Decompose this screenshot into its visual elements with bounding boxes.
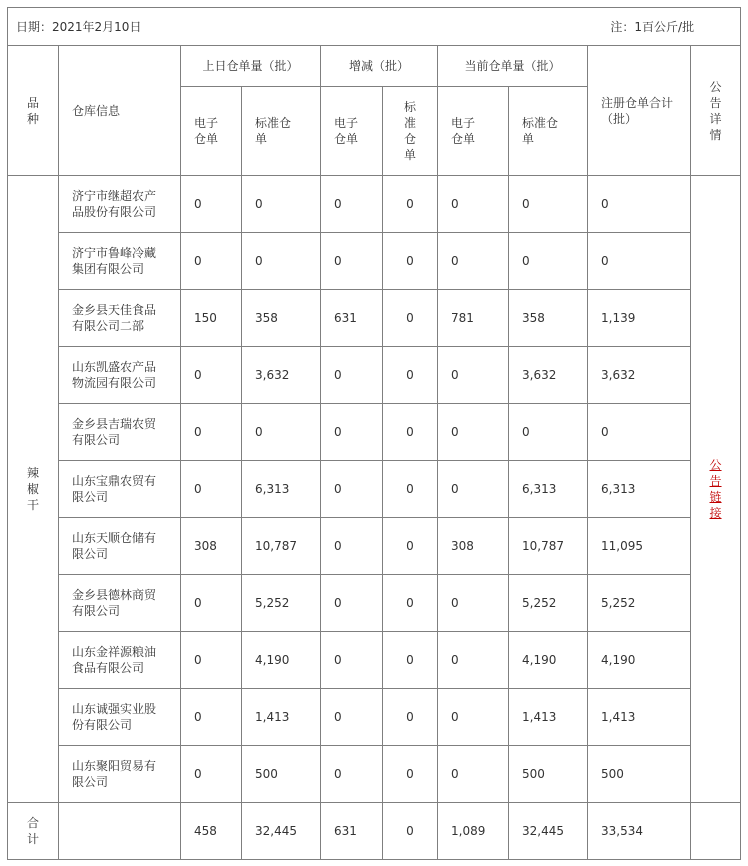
- current-electronic-cell: 0: [438, 233, 509, 290]
- change-electronic-cell: 0: [321, 176, 383, 233]
- warehouse-name-cell: 山东诚强实业股份有限公司: [59, 689, 181, 746]
- header-current-electronic: 电子仓单: [438, 87, 509, 176]
- change-electronic-cell: 0: [321, 746, 383, 803]
- registered-total-cell: 0: [588, 233, 691, 290]
- table-row: [8, 233, 741, 290]
- report-date: 日期：2021年2月10日: [16, 19, 142, 34]
- prev-electronic-cell: 0: [181, 575, 242, 632]
- total-change-electronic-cell: 631: [321, 803, 383, 860]
- table-row: [8, 689, 741, 746]
- change-standard-cell: 0: [383, 575, 438, 632]
- change-electronic-cell: 0: [321, 575, 383, 632]
- prev-electronic-cell: 0: [181, 233, 242, 290]
- info-cell: [8, 8, 741, 46]
- prev-electronic-cell: 0: [181, 461, 242, 518]
- current-standard-cell: 1,413: [509, 689, 588, 746]
- table-row: [8, 461, 741, 518]
- change-electronic-cell: 0: [321, 404, 383, 461]
- current-standard-cell: 500: [509, 746, 588, 803]
- current-electronic-cell: 0: [438, 461, 509, 518]
- change-electronic-cell: 0: [321, 461, 383, 518]
- table-row: [8, 575, 741, 632]
- registered-total-cell: 3,632: [588, 347, 691, 404]
- table-row: [8, 290, 741, 347]
- registered-total-cell: 11,095: [588, 518, 691, 575]
- prev-standard-cell: 358: [242, 290, 321, 347]
- total-current-electronic-cell: 1,089: [438, 803, 509, 860]
- prev-electronic-cell: 0: [181, 689, 242, 746]
- prev-standard-cell: 500: [242, 746, 321, 803]
- current-standard-cell: 0: [509, 176, 588, 233]
- change-standard-cell: 0: [383, 689, 438, 746]
- prev-electronic-cell: 0: [181, 404, 242, 461]
- table-row: [8, 404, 741, 461]
- change-standard-cell: 0: [383, 404, 438, 461]
- change-standard-cell: 0: [383, 518, 438, 575]
- total-label-cell: 合计: [8, 803, 59, 860]
- warehouse-name-cell: 山东聚阳贸易有限公司: [59, 746, 181, 803]
- prev-standard-cell: 1,413: [242, 689, 321, 746]
- header-warehouse: 仓库信息: [59, 46, 181, 176]
- change-standard-cell: 0: [383, 347, 438, 404]
- prev-standard-cell: 4,190: [242, 632, 321, 689]
- prev-standard-cell: 3,632: [242, 347, 321, 404]
- current-electronic-cell: 781: [438, 290, 509, 347]
- total-change-standard-cell: 0: [383, 803, 438, 860]
- total-registered-total-cell: 33,534: [588, 803, 691, 860]
- change-standard-cell: 0: [383, 461, 438, 518]
- prev-electronic-cell: 0: [181, 347, 242, 404]
- warehouse-receipt-table: [7, 7, 741, 860]
- prev-standard-cell: 5,252: [242, 575, 321, 632]
- header-registered-total: 注册仓单合计（批）: [588, 46, 691, 176]
- registered-total-cell: 1,139: [588, 290, 691, 347]
- table-row: [8, 632, 741, 689]
- unit-note: 注：1百公斤/批: [610, 19, 695, 34]
- current-standard-cell: 3,632: [509, 347, 588, 404]
- change-standard-cell: 0: [383, 632, 438, 689]
- registered-total-cell: 0: [588, 176, 691, 233]
- current-electronic-cell: 0: [438, 575, 509, 632]
- total-prev-electronic-cell: 458: [181, 803, 242, 860]
- header-prev-electronic: 电子仓单: [181, 87, 242, 176]
- registered-total-cell: 1,413: [588, 689, 691, 746]
- header-current-standard: 标准仓单: [509, 87, 588, 176]
- warehouse-name-cell: 山东金祥源粮油食品有限公司: [59, 632, 181, 689]
- header-variety: 品种: [8, 46, 59, 176]
- current-electronic-cell: 0: [438, 176, 509, 233]
- warehouse-name-cell: 金乡县德林商贸有限公司: [59, 575, 181, 632]
- current-standard-cell: 5,252: [509, 575, 588, 632]
- change-electronic-cell: 0: [321, 518, 383, 575]
- header-prev-standard: 标准仓单: [242, 87, 321, 176]
- registered-total-cell: 500: [588, 746, 691, 803]
- registered-total-cell: 4,190: [588, 632, 691, 689]
- warehouse-receipt-report: [7, 7, 740, 860]
- total-current-standard-cell: 32,445: [509, 803, 588, 860]
- info-row: [8, 8, 741, 46]
- prev-electronic-cell: 0: [181, 632, 242, 689]
- header-announcement: 公告详情: [691, 46, 741, 176]
- warehouse-name-cell: 山东凯盛农产品物流园有限公司: [59, 347, 181, 404]
- change-electronic-cell: 0: [321, 689, 383, 746]
- change-standard-cell: 0: [383, 290, 438, 347]
- change-electronic-cell: 0: [321, 233, 383, 290]
- registered-total-cell: 6,313: [588, 461, 691, 518]
- announcement-link[interactable]: 公告链接: [709, 458, 722, 520]
- current-electronic-cell: 0: [438, 347, 509, 404]
- table-row: [8, 518, 741, 575]
- warehouse-name-cell: 金乡县天佳食品有限公司二部: [59, 290, 181, 347]
- change-electronic-cell: 0: [321, 347, 383, 404]
- current-standard-cell: 358: [509, 290, 588, 347]
- change-standard-cell: 0: [383, 176, 438, 233]
- warehouse-name-cell: 济宁市继超农产品股份有限公司: [59, 176, 181, 233]
- prev-electronic-cell: 0: [181, 746, 242, 803]
- total-announcement-cell: [691, 803, 741, 860]
- change-standard-cell: 0: [383, 746, 438, 803]
- registered-total-cell: 5,252: [588, 575, 691, 632]
- current-standard-cell: 0: [509, 233, 588, 290]
- header-current: 当前仓单量（批）: [438, 46, 588, 87]
- table-row: [8, 347, 741, 404]
- change-electronic-cell: 631: [321, 290, 383, 347]
- warehouse-name-cell: 山东天顺仓储有限公司: [59, 518, 181, 575]
- prev-standard-cell: 10,787: [242, 518, 321, 575]
- header-change-electronic: 电子仓单: [321, 87, 383, 176]
- current-electronic-cell: 0: [438, 689, 509, 746]
- prev-electronic-cell: 0: [181, 176, 242, 233]
- current-standard-cell: 6,313: [509, 461, 588, 518]
- prev-standard-cell: 0: [242, 176, 321, 233]
- total-row: [8, 803, 741, 860]
- variety-cell: 辣椒干: [8, 176, 59, 803]
- table-row: [8, 746, 741, 803]
- current-standard-cell: 4,190: [509, 632, 588, 689]
- announcement-cell: [691, 176, 741, 803]
- warehouse-name-cell: 山东宝鼎农贸有限公司: [59, 461, 181, 518]
- header-change: 增减（批）: [321, 46, 438, 87]
- warehouse-name-cell: 济宁市鲁峰冷藏集团有限公司: [59, 233, 181, 290]
- prev-electronic-cell: 150: [181, 290, 242, 347]
- header-row-top: [8, 46, 741, 87]
- current-electronic-cell: 0: [438, 632, 509, 689]
- current-standard-cell: 10,787: [509, 518, 588, 575]
- change-standard-cell: 0: [383, 233, 438, 290]
- current-electronic-cell: 0: [438, 404, 509, 461]
- total-prev-standard-cell: 32,445: [242, 803, 321, 860]
- header-change-standard: 标准仓单: [383, 87, 438, 176]
- current-electronic-cell: 0: [438, 746, 509, 803]
- header-prev-day: 上日仓单量（批）: [181, 46, 321, 87]
- prev-electronic-cell: 308: [181, 518, 242, 575]
- prev-standard-cell: 6,313: [242, 461, 321, 518]
- prev-standard-cell: 0: [242, 233, 321, 290]
- change-electronic-cell: 0: [321, 632, 383, 689]
- total-warehouse-cell: [59, 803, 181, 860]
- registered-total-cell: 0: [588, 404, 691, 461]
- current-electronic-cell: 308: [438, 518, 509, 575]
- table-row: [8, 176, 741, 233]
- warehouse-name-cell: 金乡县吉瑞农贸有限公司: [59, 404, 181, 461]
- current-standard-cell: 0: [509, 404, 588, 461]
- prev-standard-cell: 0: [242, 404, 321, 461]
